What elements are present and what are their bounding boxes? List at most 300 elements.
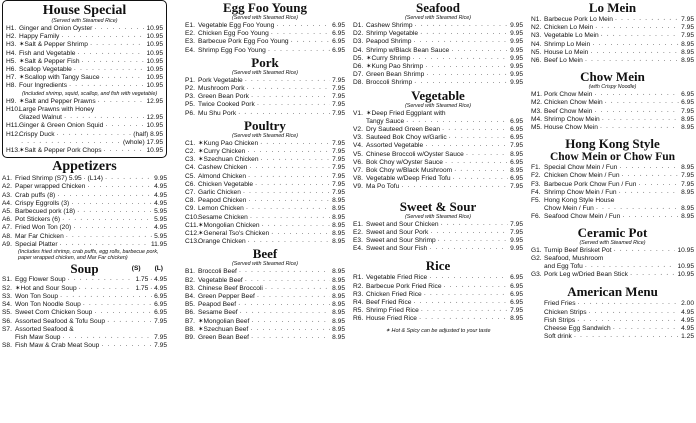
item-price: 7.95 [154,342,167,350]
leader-dots [104,147,145,155]
item-name: Ginger & Green Onion Squid [19,122,104,130]
menu-item [6,50,163,58]
item-price: 7.95 [332,148,345,156]
menu-item [185,110,345,118]
item-code: D1. [353,22,364,29]
menu-item [6,106,163,114]
leader-dots [466,151,508,159]
item-name: ✶Salt & Pepper Fish [19,57,80,65]
item-name: Seafood Chow Mein / Fun [544,213,621,221]
item-name: Green Bean Shrimp [366,71,425,79]
item-price: 8.95 [332,293,345,301]
menu-item [531,49,694,57]
rice-title: Rice [425,258,451,274]
item-name: Chinese Broccoli w/Oyster Sauce [366,150,464,158]
menu-item [353,283,523,291]
item-code: H9. [6,97,17,105]
item-name: ✶Kung Pao Chicken [198,139,259,147]
leader-dots [107,318,152,326]
item-name: Shrimp Lo Mein [544,40,591,48]
item-code: D8. [353,79,364,87]
item-price: 7.95 [681,180,694,188]
leader-dots [247,85,331,93]
item-price: 8.95 [681,205,694,213]
item-name: ✶Hot and Sour Soup [15,284,77,292]
leader-dots [602,116,679,124]
item-code: R3. [353,290,364,298]
item-price: 9.95 [510,245,523,253]
item-price: 10.95 [146,74,163,82]
poultry-subtitle: (Served with Steamed Rice) [232,132,298,139]
menu-item [531,32,694,40]
item-price: 6.95 [510,158,523,166]
item-name: Sweet and Sour Pork [366,228,429,236]
item-code: D7. [353,71,364,79]
menu-item [531,197,694,205]
item-name: Shrimp Vegetable [366,30,419,38]
menu-item [2,285,167,293]
menu-item [6,139,163,147]
leader-dots [578,300,680,308]
item-code: A5. [2,208,12,216]
item-price: 8.95 [681,213,694,221]
soup-items [2,276,167,350]
item-name: Won Ton Noodle Soup [15,301,81,309]
menu-item [353,237,523,245]
leader-dots [82,58,145,66]
item-name: Egg Flower Soup [15,276,66,284]
hong-kong-title: Hong Kong Style [565,136,660,152]
leader-dots [261,156,331,164]
menu-item [185,189,345,197]
leader-dots [585,263,676,271]
leader-dots [74,66,145,74]
item-price: 4.95 [681,308,694,316]
menu-item [185,38,345,46]
item-code: C7. [185,189,196,197]
menu-item [185,293,345,301]
item-name: Pork Chow Mein [544,91,593,99]
menu-item [185,173,345,181]
menu-item [531,24,694,32]
leader-dots [429,274,508,282]
item-price: 7.95 [681,24,694,32]
item-price: 8.95 [332,197,345,205]
leader-dots [248,238,331,246]
item-name: Four Ingredients [19,82,68,90]
item-name: Soft drink [544,333,572,341]
menu-item [353,291,523,299]
item-code: E3. [353,237,363,245]
item-price: 9.95 [510,38,523,46]
item-code: F1. [531,164,541,172]
item-name: ✶Curry Shrimp [366,54,411,62]
item-code [531,325,544,333]
item-code: F2. [531,172,541,180]
item-price: 4.95 [154,199,167,207]
leader-dots [62,216,152,224]
leader-dots [577,317,679,325]
ceramic-pot-section [531,226,694,280]
item-code: N6. [531,57,542,65]
item-code: N4. [531,40,542,48]
item-name: Crispy Duck [19,130,55,138]
item-price: 7.95 [332,180,345,188]
item-name: House Lo Mein [544,48,589,56]
leader-dots [102,74,145,82]
hong-kong-section [531,137,694,221]
item-price: 6.95 [332,22,345,29]
item-code: C12. [185,230,199,238]
item-name: Sweet and Sour Chicken [366,220,439,228]
item-code: P5. [185,101,195,109]
item-price: 6.95 [510,299,523,307]
item-code: C6. [185,180,196,188]
menu-item [185,77,345,85]
menu-item [353,79,523,87]
item-name: House Chow Mein [544,124,598,132]
hong-kong-title-2: Chow Mein or Chow Fun [549,151,676,164]
item-code: D3. [353,38,364,46]
item-price: 6.95 [332,30,345,38]
menu-item [2,293,167,301]
menu-item [2,175,167,183]
item-code: A3. [2,191,12,199]
item-name: Orange Chicken [198,238,246,246]
menu-item [185,334,345,342]
menu-item [2,208,167,216]
leader-dots [60,293,152,301]
leader-dots [401,183,508,191]
soup-col-small: (S) [131,265,141,273]
seafood-subtitle: (Served with Steamed Rice) [405,15,471,21]
item-price: 8.95 [510,167,523,175]
leader-dots [101,342,152,350]
poultry-items [185,140,345,247]
item-price: 7.95 [332,189,345,197]
item-name: Seafood, Mushroom [544,254,604,262]
menu-item [531,213,694,221]
item-code: F5. [531,197,541,205]
item-code: M3. [531,107,542,115]
lo-mein-items [531,16,694,65]
item-code: H8. [6,82,17,90]
item-price: 6.95 [510,282,523,290]
item-price: 8.95 [510,150,523,158]
menu-item [185,140,345,148]
item-code [2,334,15,342]
item-name: Sesame Chicken [198,213,248,221]
leader-dots [444,283,509,291]
item-price: 8.95 [332,205,345,213]
item-code: C5. [185,172,196,180]
item-name: Shrimp w/Black Bean Sauce [366,46,450,54]
item-name: ✶Salt & Pepper Shrimp [19,41,88,49]
item-code: N5. [531,48,542,56]
item-name: Broccoli Beef [198,268,237,276]
item-code: S1. [2,276,12,284]
leader-dots [268,47,330,55]
beef-section [185,247,345,342]
menu-item [185,93,345,101]
leader-dots [420,30,508,38]
leader-dots [592,41,679,49]
item-price: 7.95 [510,183,523,191]
leader-dots [438,237,509,245]
item-code: A2. [2,183,12,191]
item-name: Twice Cooked Pork [198,101,255,109]
item-code: H4. [6,49,17,57]
appetizers-note: (Includes fried shrimp, crab puffs, egg rolls, barbecue pork, paper wrapped chicken, and Mar Far chicken) [18,249,159,262]
item-price: (whole) 17.95 [123,138,163,146]
leader-dots [239,268,330,276]
menu-item [2,200,167,208]
seafood-title: Seafood [415,0,461,15]
menu-item [185,318,345,326]
item-price: 11.95 [150,240,167,248]
item-code: S2. [2,284,12,292]
item-price: 6.95 [510,290,523,298]
menu-item [185,268,345,276]
item-price: 10.95 [146,25,163,32]
seafood-section [353,1,523,88]
ceramic-pot-items [531,247,694,280]
item-name: Beef Lo Mein [544,57,583,65]
menu-item [353,118,523,126]
hong-kong-items [531,164,694,221]
menu-item [6,41,163,49]
item-code: H13. [6,147,20,155]
menu-item [6,122,163,130]
item-price: 7.95 [510,220,523,228]
leader-dots [413,299,508,307]
item-price: 7.95 [332,164,345,172]
item-code: S4. [2,301,12,309]
item-name: Turnip Beef Brisket Pot [544,246,612,254]
menu-item [531,181,694,189]
item-code: E4. [353,245,363,253]
item-name: Crispy Eggrolls (3) [15,199,70,207]
item-price: 7.95 [332,76,345,84]
item-code: C2. [185,148,196,156]
item-price: 12.95 [146,97,163,105]
item-code: B6. [185,309,195,317]
item-price: 9.95 [510,63,523,71]
item-name: Beef Chow Mein [544,107,593,115]
leader-dots [622,213,679,221]
leader-dots [594,108,679,116]
item-price: 8.95 [332,325,345,333]
leader-dots [248,173,330,181]
item-name: Almond Chicken [198,172,247,180]
menu-item [353,245,523,253]
item-price: 5.95 [154,208,167,216]
menu-item [185,309,345,317]
item-name: Assorted Vegetable [366,142,424,150]
sweet-sour-items [353,221,523,254]
leader-dots [590,49,679,57]
item-code: G2. [531,254,542,262]
item-name: Green Bean Beef [198,334,249,342]
item-code: R1. [353,274,364,282]
menu-item [531,16,694,24]
item-price: 9.95 [510,54,523,62]
menu-item [6,74,163,82]
leader-dots [630,271,676,279]
item-price: 6.95 [510,134,523,142]
menu-item [531,99,694,107]
item-code: H11. [6,122,20,130]
leader-dots [94,25,144,33]
item-price: 7.95 [154,317,167,325]
item-price: 8.95 [681,40,694,48]
item-code [6,114,19,122]
item-price: 8.95 [332,301,345,309]
leader-dots [406,118,508,126]
leader-dots [449,134,509,142]
leader-dots [66,233,152,241]
column-3 [353,0,523,423]
menu-item [6,25,163,33]
item-price: 6.95 [510,175,523,183]
item-code: M2. [531,99,542,107]
menu-item [531,300,694,308]
item-name: House Fried Rice [366,315,417,323]
menu-item [185,326,345,334]
item-price: 1.25 [681,333,694,341]
item-name: ✶Deep Fried Eggplant with [366,109,446,117]
item-name: Barbecued pork (18) [15,208,76,216]
item-name: Fish Strips [544,316,576,324]
leader-dots [605,99,680,107]
item-code: C8. [185,197,196,205]
item-price: 4.95 [681,316,694,324]
leader-dots [250,214,330,222]
item-code: H10. [6,106,20,114]
item-code: C1. [185,139,196,147]
item-price: 7.95 [332,85,345,93]
item-price: 6.95 [154,301,167,309]
item-code: M4. [531,115,542,123]
item-code: A8. [2,232,12,240]
menu-item [353,22,523,30]
item-name: Green Pepper Beef [198,293,255,301]
item-name: Assorted Seafood & Tofu Soup [15,317,106,325]
rice-section [353,259,523,333]
item-name: Lemon Chicken [198,205,244,213]
item-code: R5. [353,307,364,315]
menu-item [531,325,694,333]
item-price: 7.95 [510,307,523,315]
menu-item [353,55,523,63]
item-code: D4. [353,46,364,54]
menu-item [185,85,345,93]
item-name: Fried Shrimp (S7) 5.95 · (L14) [15,175,103,183]
leader-dots [257,293,330,301]
item-name: Chow Mein / Fun [544,205,594,213]
item-code [6,139,19,147]
item-code: R4. [353,299,364,307]
leader-dots [414,79,508,87]
item-name: Fried Won Ton (20) [15,224,72,232]
menu-item [531,108,694,116]
menu-item [531,172,694,180]
item-name: Special Chow Mein / Fun [544,164,618,172]
item-name: Mu Shu Pork [198,109,237,117]
leader-dots [585,57,679,65]
item-code: D5. [353,54,364,62]
menu-item [2,326,167,334]
item-code: B5. [185,301,195,309]
item-price: 7.95 [154,333,167,341]
leader-dots [96,106,161,114]
item-price: 7.95 [681,32,694,40]
item-name: Green Bean Pork [198,93,249,101]
item-name: Barbecue Pork Fried Rice [366,282,442,290]
item-code: P2. [185,85,195,93]
item-code: R6. [353,315,364,323]
leader-dots [589,309,680,317]
leader-dots [60,241,149,249]
menu-item [531,116,694,124]
item-code: B7. [185,317,195,325]
menu-item [353,315,523,323]
chow-mein-section [531,70,694,132]
item-price: 7.95 [510,228,523,236]
item-code: E3. [185,38,195,46]
item-price: 10.95 [146,66,163,74]
menu-item [185,148,345,156]
item-price: 9.95 [154,175,167,183]
menu-item [353,142,523,150]
item-price: 7.95 [681,172,694,180]
leader-dots [243,189,330,197]
column-2 [185,0,345,423]
item-price: 4.95 [681,325,694,333]
vegetable-items [353,110,523,192]
item-name: Shrimp Egg Foo Young [198,46,266,54]
beef-items [185,268,345,342]
item-price: 10.95 [146,147,163,155]
leader-dots [245,77,330,85]
house-special-items-2 [6,98,163,155]
item-name: Pork Vegetable [198,76,243,84]
item-name: Pot Stickers (6) [15,216,61,224]
item-code: C4. [185,164,196,172]
item-price: 6.95 [332,46,345,54]
item-code: G3. [531,271,542,279]
egg-foo-young-subtitle: (Served with Steamed Rice) [232,15,298,21]
leader-dots [238,301,330,309]
leader-dots [105,175,152,183]
item-price: 8.95 [681,188,694,196]
vegetable-section [353,89,523,192]
item-name: Barbecue Pork Lo Mein [544,16,613,23]
item-name: Chicken Chow Mein / Fun [544,172,620,180]
menu-item [185,197,345,205]
item-name: ✶Scallop with Tangy Sauce [19,74,100,82]
item-name: Beef Fried Rice [366,299,412,307]
leader-dots [445,159,508,167]
item-name: Ma Po Tofu [366,183,400,191]
item-price: 6.95 [681,91,694,99]
item-price: 8.95 [332,309,345,317]
house-special-title: House Special [42,3,127,18]
menu-item [185,205,345,213]
item-code: V2. [353,126,363,134]
item-price: 8.95 [510,315,523,323]
leader-dots [574,333,679,341]
